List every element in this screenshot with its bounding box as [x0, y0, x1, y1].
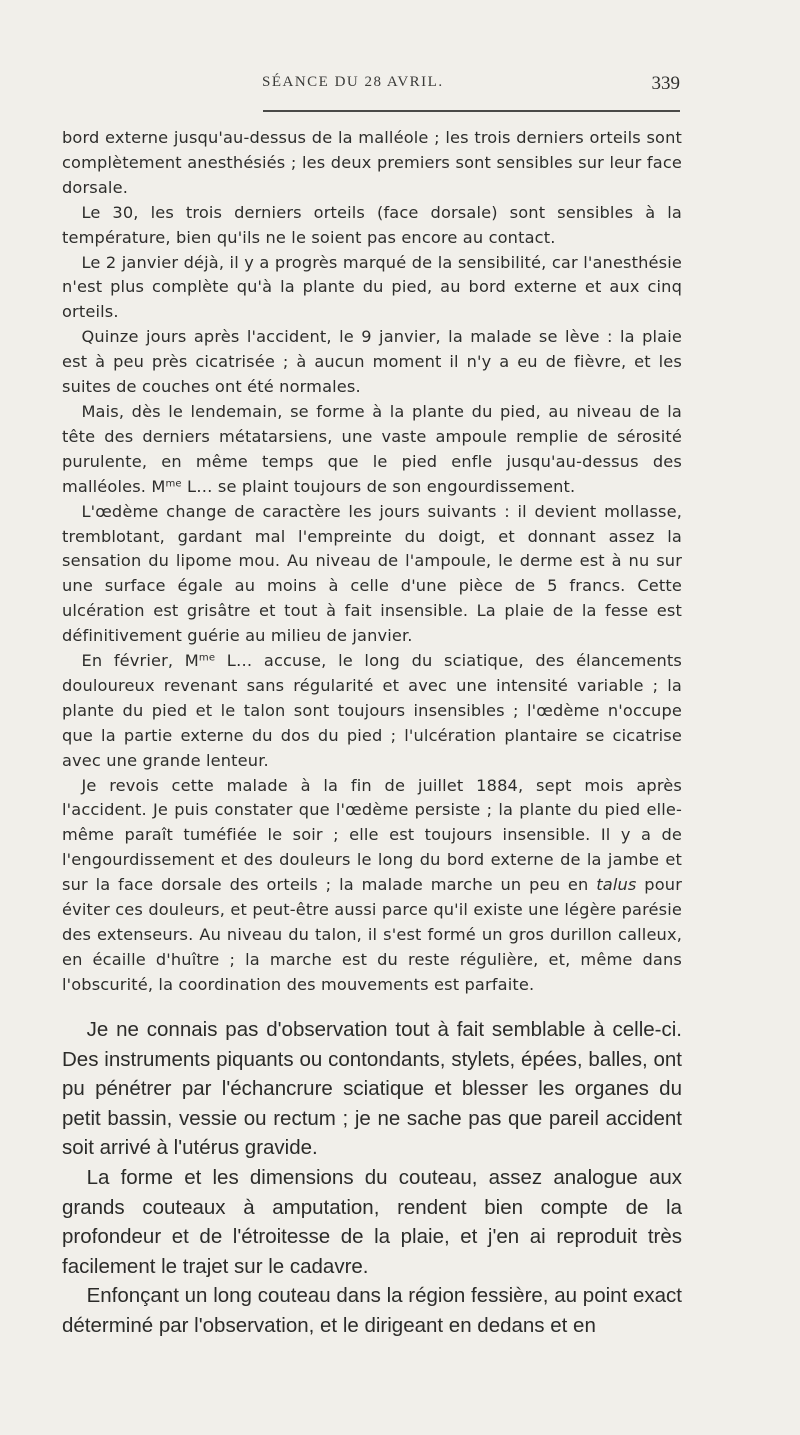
page-number: 339 — [651, 73, 680, 94]
title-abbrev-sup: me — [198, 652, 216, 664]
running-title: SÉANCE DU 28 AVRIL. — [262, 74, 444, 90]
paragraph: La forme et les dimensions du couteau, assez analogue aux grands couteaux à amputation, rendent bien compte de la profondeur et de l'étroitesse de la plaie, et j'en ai reproduit très facilement le trajet sur le cadavre. — [62, 1165, 682, 1278]
discussion-text — [62, 1015, 682, 1341]
paragraph: Quinze jours après l'accident, le 9 janvier, la malade se lève : la plaie est à peu près cicatrisée ; à aucun moment il n'y a eu de fièvre, et les suites de couches ont été normales. — [62, 327, 682, 397]
case-report-text — [62, 126, 682, 998]
paragraph-text: Mais, dès le lendemain, se forme à la plante du pied, au niveau de la tête des derniers métatarsiens, une vaste ampoule remplie de sérosité purulente, en même temps que le pied enfle jusqu'au-dessus des malléoles. — [62, 401, 682, 496]
paragraph-text: L… se plaint toujours de son engourdissement. — [181, 476, 576, 496]
paragraph-text: En février, — [81, 651, 185, 671]
paragraph: Le 2 janvier déjà, il y a progrès marqué de la sensibilité, car l'anesthésie n'est plus complète qu'à la plante du pied, au bord externe et aux cinq orteils. — [62, 252, 682, 322]
paragraph — [62, 400, 682, 500]
title-abbrev-sup: me — [165, 478, 182, 490]
italic-term: talus — [596, 875, 637, 895]
paragraph-text: Je revois cette malade à la fin de juillet 1884, sept mois après l'accident. Je puis constater que l'œdème persiste ; la plante du pied elle-même paraît tuméfiée le soir ; elle est toujours insensible. Il y a de l'engourdissement et des douleurs le long du bord externe de la jambe et sur la face dorsale des orteils ; la malade marche un peu en — [62, 775, 682, 895]
page-header — [0, 74, 800, 100]
paragraph: Enfonçant un long couteau dans la région fessière, au point exact déterminé par l'observation, et le dirigeant en dedans et en — [62, 1284, 682, 1337]
paragraph: Je ne connais pas d'observation tout à fait semblable à celle-ci. Des instruments piquants ou contondants, stylets, épées, balles, ont pu pénétrer par l'échancrure sciatique et blesser les organes du petit bassin, vessie ou rectum ; je ne sache pas que pareil accident soit arrivé à l'utérus gravide. — [62, 1018, 682, 1160]
header-rule — [263, 110, 680, 112]
title-abbrev: M — [184, 651, 199, 671]
paragraph — [62, 774, 682, 998]
paragraph: bord externe jusqu'au-dessus de la malléole ; les trois derniers orteils sont complètement anesthésiés ; les deux premiers sont sensibles sur leur face dorsale. — [62, 128, 682, 197]
paragraph: L'œdème change de caractère les jours suivants : il devient mollasse, tremblotant, gardant mal l'empreinte du doigt, et donnant assez la sensation du lipome mou. Au niveau de l'ampoule, le derme est à nu sur une surface égale au moins à celle d'une pièce de 5 francs. Cette ulcération est grisâtre et tout à fait insensible. La plaie de la fesse est définitivement guérie au milieu de janvier. — [62, 501, 682, 646]
paragraph — [62, 649, 682, 774]
paragraph-text: L… accuse, le long du sciatique, des élancements douloureux revenant sans régularité et avec une intensité variable ; la plante du pied et le talon sont toujours insensibles ; l'œdème n'occupe que la partie externe du dos du pied ; l'ulcération plantaire se cicatrise avec une grande lenteur. — [62, 651, 682, 770]
title-abbrev: M — [151, 476, 166, 496]
paragraph: Le 30, les trois derniers orteils (face dorsale) sont sensibles à la température, bien qu'ils ne le soient pas encore au contact. — [62, 202, 682, 247]
paragraph-text: pour éviter ces douleurs, et peut-être aussi parce qu'il existe une légère parésie des extenseurs. Au niveau du talon, il s'est formé un gros durillon calleux, en écaille d'huître ; la marche est du reste régulière, et, même dans l'obscurité, la coordination des mouvements est parfaite. — [62, 875, 682, 994]
